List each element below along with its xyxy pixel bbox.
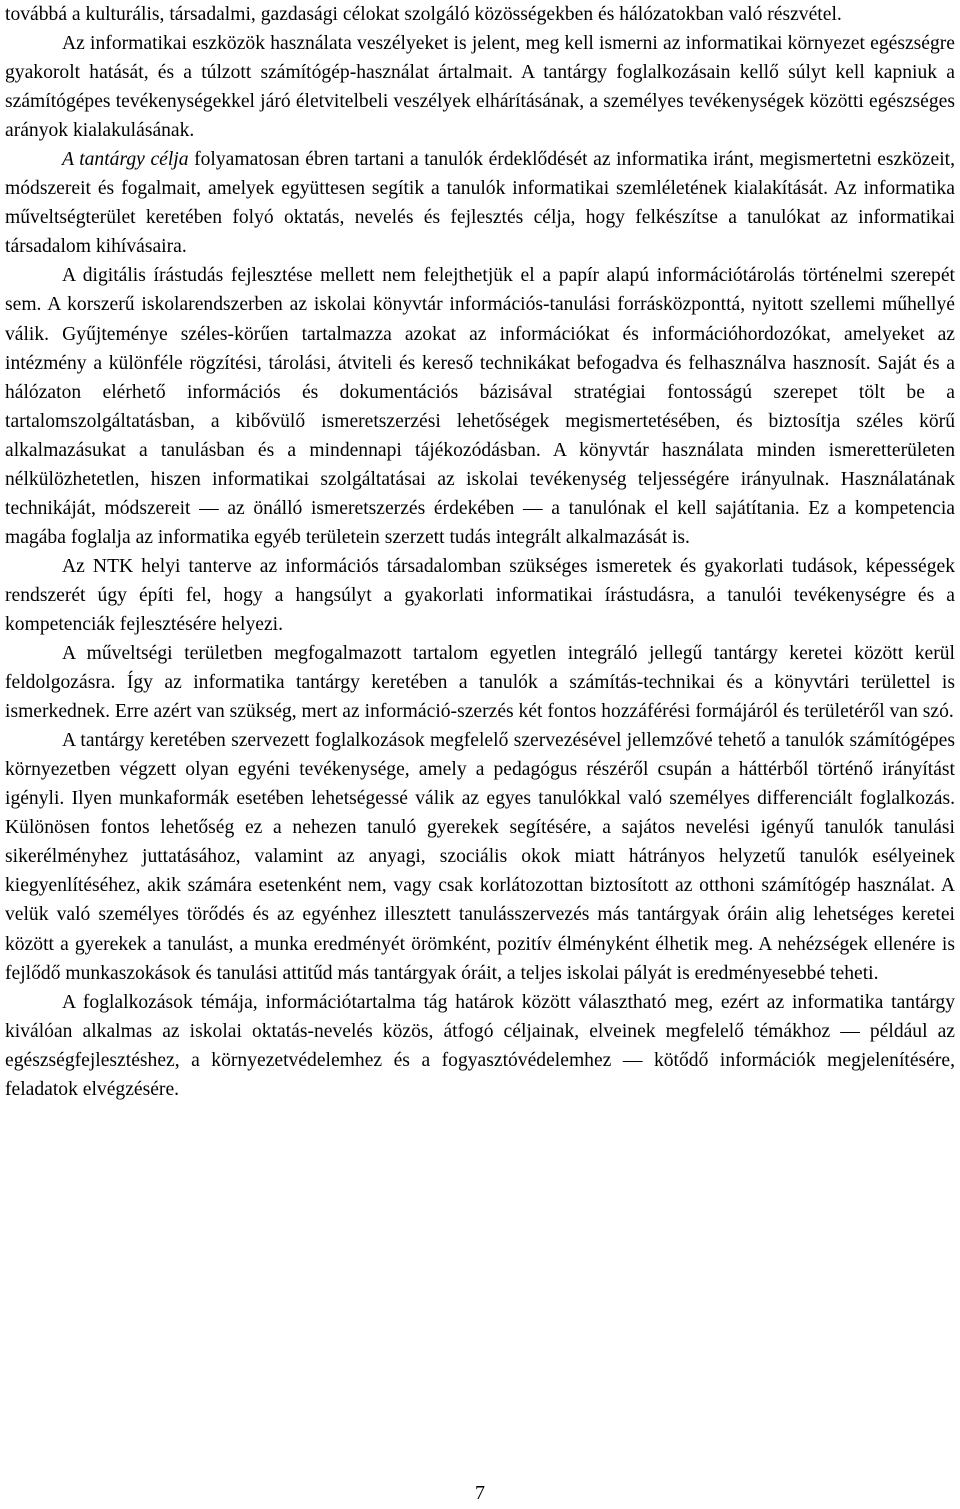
paragraph-1 [5,0,955,29]
paragraph-7-text: A tantárgy keretében szervezett foglalkozások megfelelő szervezésével jellemzővé tehető a tanulók számítógépes környezetben végzett olyan egyéni tevékenysége, amely a pedagógus részéről csupán a háttérből történő irányítást igényli. Ilyen munkaformák esetében lehetségessé válik az egyes tanulókkal való személyes differenciált foglalkozás. Különösen fontos lehetőség ez a nehezen tanuló gyerekek segítésére, a sajátos nevelési igényű tanulók tanulási sikerélményhez juttatásához, valamint az anyagi, szociális okok miatt hátrányos helyzetű tanulók esélyeinek kiegyenlítéséhez, akik számára esetenként nem, vagy csak korlátozottan biztosított az otthoni számítógép használat. A velük való személyes törődés és az egyénhez illesztett tanulásszervezés más tantárgyak óráin alig lehetséges keretei között a gyerekek a tanulást, a munka eredményét örömként, pozitív élményként élhetik meg. A nehézségek ellenére is fejlődő munkaszokások és tanulási attitűd más tantárgyak óráit, a teljes iskolai pályát is eredményesebbé teheti. [5,730,955,984]
paragraph-6 [5,639,955,726]
paragraph-5-text: Az NTK helyi tanterve az információs társadalomban szükséges ismeretek és gyakorlati tudások, képességek rendszerét úgy építi fel, hogy a hangsúlyt a gyakorlati informatikai írástudásra, a tanulói tevékenységre és a kompetenciák fejlesztésére helyezi. [5,555,955,635]
paragraph-8-text: A foglalkozások témája, információtartalma tág határok között választható meg, ezért az informatika tantárgy kiválóan alkalmas az iskolai oktatás-nevelés közös, átfogó céljainak, elveinek megfelelő témákhoz — például az egészségfejlesztéshez, a környezetvédelemhez és a fogyasztóvédelemhez — kötődő információk megjelenítésére, feladatok elvégzésére. [5,991,955,1100]
paragraph-3-text: folyamatosan ébren tartani a tanulók érdeklődését az informatika iránt, megismertetni eszközeit, módszereit és fogalmait, amelyek együttesen segítik a tanulók informatikai szemléletének kialakítását. Az informatika műveltségterület keretében folyó oktatás, nevelés és fejlesztés célja, hogy felkészítse a tanulókat az informatikai társadalom kihívásaira. [5,149,955,258]
paragraph-1-text: továbbá a kulturális, társadalmi, gazdasági célokat szolgáló közösségekben és hálózatokban való részvétel. [5,4,842,25]
paragraph-6-text: A műveltségi területben megfogalmazott tartalom egyetlen integráló jellegű tantárgy keretei között kerül feldolgozásra. Így az informatika tantárgy keretében a tanulók a számítás-technikai és a könyvtári területtel is ismerkednek. Erre azért van szükség, mert az információ-szerzés két fontos hozzáférési formájáról és területéről van szó. [5,643,955,723]
paragraph-4 [5,261,955,551]
paragraph-8 [5,988,955,1104]
paragraph-4-text: A digitális írástudás fejlesztése mellett nem felejthetjük el a papír alapú információtárolás történelmi szerepét sem. A korszerű iskolarendszerben az iskolai könyvtár információs-tanulási forrásközponttá, nyitott szellemi műhellyé válik. Gyűjteménye széles-körűen tartalmazza azokat az információkat és információhordozókat, amelyeket az intézmény a különféle rögzítési, tárolási, átviteli és kereső technikákat befogadva és felhasználva hasznosít. Saját és a hálózaton elérhető információs és dokumentációs bázisával stratégiai fontosságú szerepet tölt be a tartalomszolgáltatásban, a kibővülő ismeretszerzési lehetőségek megismertetésében, és biztosítja széles körű alkalmazásukat a tanulásban és a mindennapi tájékozódásban. A könyvtár használata minden ismeretterületen nélkülözhetetlen, hiszen informatikai szolgáltatásai az iskolai tevékenység teljességére irányulnak. Használatának technikáját, módszereit — az önálló ismeretszerzés érdekében — a tanulónak el kell sajátítania. Ez a kompetencia magába foglalja az informatika egyéb területein szerzett tudás integrált alkalmazását is. [5,265,955,548]
page-number: 7 [475,1482,485,1504]
paragraph-5 [5,552,955,639]
paragraph-3 [5,145,955,261]
paragraph-2 [5,29,955,145]
paragraph-2-text: Az informatikai eszközök használata veszélyeket is jelent, meg kell ismerni az informatikai környezet egészségre gyakorolt hatását, és a túlzott számítógép-használat ártalmait. A tantárgy foglalkozásain kellő súlyt kell kapniuk a számítógépes tevékenységekkel járó életvitelbeli veszélyek elhárításának, a személyes tevékenységek közötti egészséges arányok kialakulásának. [5,33,955,142]
paragraph-3-italic-lead: A tantárgy célja [62,149,189,171]
paragraph-7 [5,726,955,987]
document-page [5,0,955,1104]
